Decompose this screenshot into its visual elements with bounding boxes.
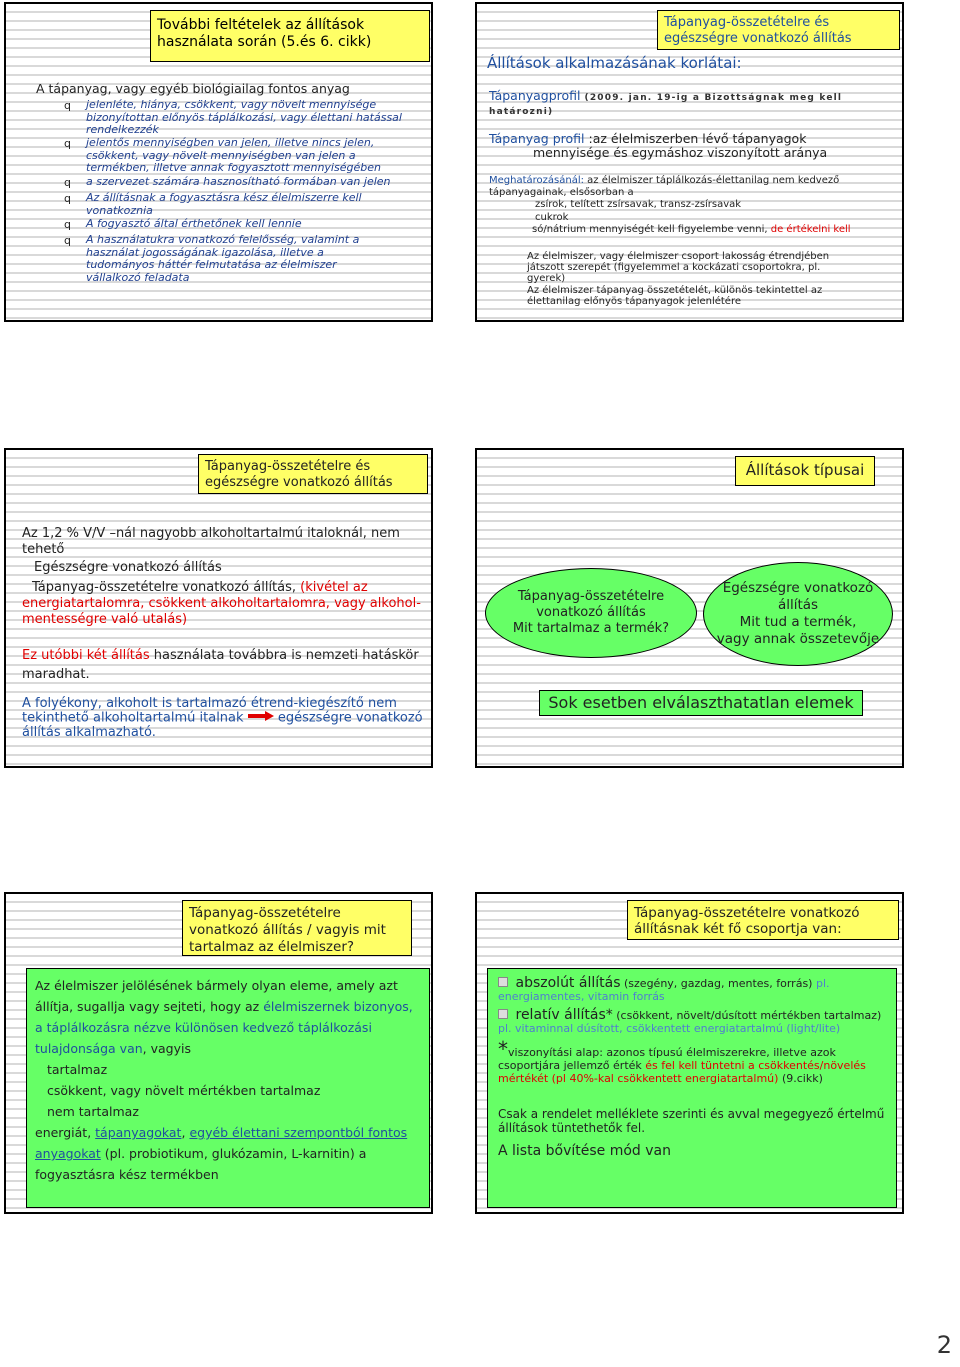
slide-6-title: Tápanyag-összetételre vonatkozó állításnak két fő csoportja van: (627, 900, 899, 940)
slide-5-content (26, 968, 430, 1208)
s2-line-3: Meghatározásánál: az élelmiszer táplálkozás-élettanilag nem kedvező tápanyagainak, elsősorban a (489, 175, 840, 198)
slide-5-title: Tápanyag-összetételre vonatkozó állítás / vagyis mit tartalmaz az élelmiszer? (182, 900, 412, 956)
slide-1-title: További feltételek az állítások használata során (5.és 6. cikk) (150, 10, 430, 62)
s2-line-6: só/nátrium mennyiségét kell figyelembe venni, de értékelni kell (532, 224, 851, 235)
slide-4-footer: Sok esetben elválaszthatatlan elemek (539, 690, 863, 716)
s2-line-5: cukrok (535, 212, 569, 223)
s2-line-8: Az élelmiszer tápanyag összetételét, különös tekintettel az élettanilag előnyös tápanyagok jelenlétére (527, 285, 823, 307)
s1-bullet-6: A használatukra vonatkozó felelősség, valamint a használat jogosságának igazolása, illetve a tudományos háttér felmutatása az élelmiszer vállalkozó feladata (86, 233, 360, 284)
s3-para-1: Az 1,2 % V/V –nál nagyobb alkoholtartalmú italoknál, nem tehető (22, 526, 400, 557)
s1-bullet-1: jelenléte, hiánya, csökkent, vagy növelt mennyisége bizonyítottan előnyös táplálkozási, vagy élettani hatással rendelkezzék (86, 98, 402, 136)
slide-6 (475, 892, 904, 1214)
bullet-marker: q (64, 192, 71, 205)
slide-1-intro: A tápanyag, vagy egyéb biológiailag fontos anyag (36, 81, 350, 96)
s6-note-1: *viszonyítási alap: azonos típusú élelmiszerekre, illetve azok csoportjára jellemző érték és fel kell tüntetni a csökkentés/növelés mértékét (pl 40%-kal csökkentett energiatartalmú) (9.cikk) (498, 1037, 866, 1085)
s3-para-2: Egészségre vonatkozó állítás (34, 560, 222, 575)
s6-bullet-1: abszolút állítás (szegény, gazdag, mentes, forrás) pl. energiamentes, vitamin forrás (498, 975, 830, 1003)
bullet-marker: q (64, 137, 71, 150)
arrow-right-icon (248, 711, 274, 725)
nutrient-claim-ellipse: Tápanyag-összetételre vonatkozó állítás Mit tartalmaz a termék? (485, 568, 697, 658)
slide-5 (4, 892, 433, 1214)
slide-2-subtitle: Állítások alkalmazásának korlátai: (487, 54, 742, 72)
slide-6-content (487, 968, 897, 1208)
s3-para-4: Ez utóbbi két állítás használata továbbra is nemzeti hatáskör maradhat. (22, 648, 419, 682)
health-claim-ellipse: Egészségre vonatkozó állítás Mit tud a termék, vagy annak összetevője (703, 562, 893, 666)
slide-3-title: Tápanyag-összetételre és egészségre vonatkozó állítás (198, 454, 428, 494)
page-number: 2 (936, 1331, 952, 1359)
s5-para-2: energiát, tápanyagokat, egyéb élettani szempontból fontos anyagokat (pl. probiotikum, glukózamin, L-karnitin) a fogyasztásra kész termékben (35, 1125, 408, 1182)
slide-4-title: Állítások típusai (735, 456, 875, 486)
s5-para-1: Az élelmiszer jelölésének bármely olyan eleme, amely azt állítja, sugallja vagy sejteti, hogy az élelmiszernek bizonyos, a táplálkozásra nézve különösen kedvező táplálkozási tulajdonsága van, vagyis (35, 978, 413, 1056)
slide-2-title: Tápanyag-összetételre és egészségre vonatkozó állítás (657, 10, 900, 50)
slide-4 (475, 448, 904, 768)
slide-3 (4, 448, 433, 768)
slide-2 (475, 2, 904, 322)
s3-para-3: Tápanyag-összetételre vonatkozó állítás, (kivétel az energiatartalomra, csökkent alkoholtartalomra, vagy alkohol-mentességre való utalás) (22, 580, 421, 627)
s1-bullet-3: a szervezet számára hasznosítható formában van jelen (86, 175, 391, 188)
s5-item-3: nem tartalmaz (47, 1104, 139, 1119)
bullet-square-icon (498, 1009, 508, 1019)
s5-item-2: csökkent, vagy növelt mértékben tartalmaz (47, 1083, 321, 1098)
s3-para-5: A folyékony, alkoholt is tartalmazó étrend-kiegészítő nem tekinthető alkoholtartalmú italnak egészségre vonatkozó állítás alkalmazható. (22, 696, 423, 740)
s1-bullet-5: A fogyasztó által érthetőnek kell lennie (86, 217, 302, 230)
bullet-marker: q (64, 218, 71, 231)
slide-1 (4, 2, 433, 322)
s6-bullet-2: relatív állítás* (csökkent, növelt/dúsított mértékben tartalmaz) pl. vitaminnal dúsított, csökkentett energiatartalmú (light/lite) (498, 1007, 882, 1035)
s6-note-3: A lista bővítése mód van (498, 1143, 671, 1159)
s1-bullet-2: jelentős mennyiségben van jelen, illetve nincs jelen, csökkent, vagy növelt mennyiségben van jelen a termékben, illetve annak fogyasztott mennyiségében (86, 136, 381, 174)
bullet-square-icon (498, 977, 508, 987)
s1-bullet-4: Az állításnak a fogyasztásra kész élelmiszerre kell vonatkoznia (86, 191, 362, 217)
s2-line-1: Tápanyagprofil (2009. jan. 19-ig a Bizottságnak meg kell határozni) (489, 88, 843, 117)
bullet-marker: q (64, 176, 71, 189)
s5-item-1: tartalmaz (47, 1062, 108, 1077)
bullet-marker: q (64, 99, 71, 112)
s2-line-2: Tápanyag profil :az élelmiszerben lévő tápanyagok mennyisége és egymáshoz viszonyított aránya (489, 131, 828, 160)
s2-line-7: Az élelmiszer, vagy élelmiszer csoport lakosság étrendjében játszott szerepét (figyelemmel a kockázati csoportokra, pl. gyerek) (527, 251, 830, 284)
s2-line-4: zsírok, telített zsírsavak, transz-zsírsavak (535, 199, 742, 210)
bullet-marker: q (64, 234, 71, 247)
s6-note-2: Csak a rendelet melléklete szerinti és avval megegyező értelmű állítások tüntethetők fel. (498, 1107, 885, 1135)
